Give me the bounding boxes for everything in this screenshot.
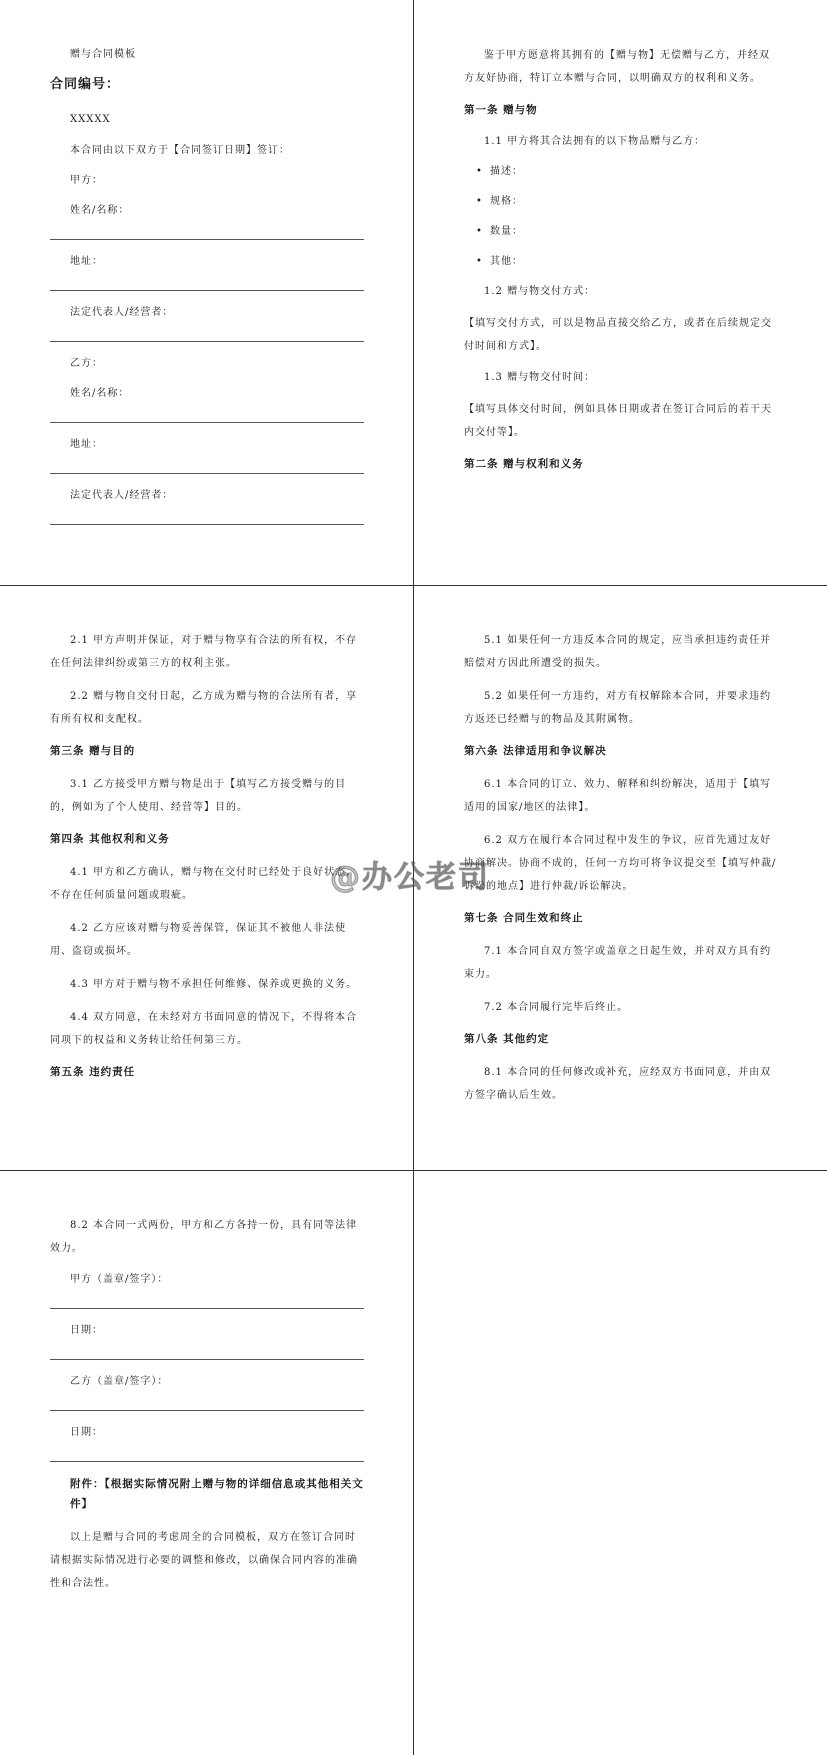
clause-5-1: 5.1 如果任何一方违反本合同的规定，应当承担违约责任并赔偿对方因此所遭受的损失。	[464, 635, 772, 669]
party-b-label: 乙方：	[70, 358, 103, 369]
clause-3-1: 3.1 乙方接受甲方赠与物是出于【填写乙方接受赠与的目的，例如为了个人使用、经营等】目的。	[50, 779, 347, 813]
party-b-address-label: 地址：	[70, 439, 103, 450]
party-a-name-label: 姓名/名称：	[70, 205, 130, 216]
party-b-address-line[interactable]	[50, 455, 364, 474]
party-b-rep-line[interactable]	[50, 506, 364, 525]
contract-number-label: 合同编号：	[50, 77, 121, 92]
party-a-name-line[interactable]	[50, 221, 364, 240]
party-b-name-label: 姓名/名称：	[70, 388, 130, 399]
article-7-title: 第七条 合同生效和终止	[464, 912, 584, 924]
watermark: @办公老司	[330, 860, 490, 895]
signature-b-label: 乙方（盖章/签字）：	[70, 1376, 169, 1387]
clause-7-1: 7.1 本合同自双方签字或盖章之日起生效，并对双方具有约束力。	[464, 946, 772, 980]
clause-6-1: 6.1 本合同的订立、效力、解释和纠纷解决，适用于【填写适用的国家/地区的法律】。	[464, 779, 772, 813]
bullet-other: • 其他：	[464, 252, 777, 272]
page-6-blank	[414, 1170, 827, 1755]
bullet-description: • 描述：	[464, 162, 777, 182]
clause-4-3: 4.3 甲方对于赠与物不承担任何维修、保养或更换的义务。	[70, 979, 358, 990]
article-8-title: 第八条 其他约定	[464, 1033, 550, 1045]
bullet-quantity: • 数量：	[464, 222, 777, 242]
clause-4-4: 4.4 双方同意，在未经对方书面同意的情况下，不得将本合同项下的权益和义务转让给任何第三方。	[50, 1012, 358, 1046]
clause-5-2: 5.2 如果任何一方违约，对方有权解除本合同，并要求违约方返还已经赠与的物品及其附属物。	[464, 691, 772, 725]
clause-1-3: 1.3 赠与物交付时间：	[484, 372, 596, 383]
clause-4-2: 4.2 乙方应该对赠与物妥善保管，保证其不被他人非法使用、盗窃或损坏。	[50, 923, 347, 957]
clause-2-1: 2.1 甲方声明并保证，对于赠与物享有合法的所有权，不存在任何法律纠纷或第三方的权利主张。	[50, 635, 358, 669]
party-a-rep-line[interactable]	[50, 323, 364, 342]
article-4-title: 第四条 其他权利和义务	[50, 833, 170, 845]
date-b-line[interactable]	[50, 1443, 364, 1462]
clause-8-1: 8.1 本合同的任何修改或补充，应经双方书面同意，并由双方签字确认后生效。	[464, 1067, 772, 1101]
clause-1-2-text: 【填写交付方式，可以是物品直接交给乙方，或者在后续规定交付时间和方式】。	[464, 318, 772, 352]
article-1-title: 第一条 赠与物	[464, 104, 538, 116]
article-6-title: 第六条 法律适用和争议解决	[464, 745, 607, 757]
page-5	[0, 1170, 414, 1755]
party-a-address-line[interactable]	[50, 272, 364, 291]
party-a-rep-label: 法定代表人/经营者：	[70, 307, 174, 318]
signature-b-line[interactable]	[50, 1392, 364, 1411]
page-1	[0, 0, 414, 585]
date-b-label: 日期：	[70, 1427, 103, 1438]
date-a-label: 日期：	[70, 1325, 103, 1336]
date-a-line[interactable]	[50, 1341, 364, 1360]
intro-text: 本合同由以下双方于【合同签订日期】签订：	[70, 145, 290, 156]
document-title: 赠与合同模板	[70, 49, 136, 60]
party-b-rep-label: 法定代表人/经营者：	[70, 490, 174, 501]
clause-6-2: 6.2 双方在履行本合同过程中发生的争议，应首先通过友好协商解决。协商不成的，任何一方均可将争议提交至【填写仲裁/诉讼的地点】进行仲裁/诉讼解决。	[464, 835, 777, 892]
signature-a-line[interactable]	[50, 1290, 364, 1309]
clause-7-2: 7.2 本合同履行完毕后终止。	[484, 1002, 629, 1013]
preamble: 鉴于甲方愿意将其拥有的【赠与物】无偿赠与乙方，并经双方友好协商，特订立本赠与合同，以明确双方的权利和义务。	[464, 50, 770, 84]
article-3-title: 第三条 赠与目的	[50, 745, 136, 757]
page-2	[414, 0, 827, 585]
clause-1-3-text: 【填写具体交付时间，例如具体日期或者在签订合同后的若干天内交付等】。	[464, 404, 772, 438]
contract-number-value: XXXXX	[70, 114, 111, 125]
signature-a-label: 甲方（盖章/签字）：	[70, 1274, 169, 1285]
clause-1-2: 1.2 赠与物交付方式：	[484, 286, 596, 297]
clause-2-2: 2.2 赠与物自交付日起，乙方成为赠与物的合法所有者，享有所有权和支配权。	[50, 691, 358, 725]
clause-4-1: 4.1 甲方和乙方确认，赠与物在交付时已经处于良好状态，不存在任何质量问题或瑕疵。	[50, 867, 358, 901]
party-a-address-label: 地址：	[70, 256, 103, 267]
party-a-label: 甲方：	[70, 175, 103, 186]
clause-1-1: 1.1 甲方将其合法拥有的以下物品赠与乙方：	[484, 136, 706, 147]
attachment-note: 附件：【根据实际情况附上赠与物的详细信息或其他相关文件】	[70, 1478, 364, 1510]
article-5-title: 第五条 违约责任	[50, 1066, 136, 1078]
article-2-title: 第二条 赠与权利和义务	[464, 458, 584, 470]
party-b-name-line[interactable]	[50, 404, 364, 423]
bullet-spec: • 规格：	[464, 192, 777, 212]
clause-8-2: 8.2 本合同一式两份，甲方和乙方各持一份，具有同等法律效力。	[50, 1220, 358, 1254]
closing-text: 以上是赠与合同的考虑周全的合同模板，双方在签订合同时请根据实际情况进行必要的调整和修改，以确保合同内容的准确性和合法性。	[50, 1532, 358, 1589]
